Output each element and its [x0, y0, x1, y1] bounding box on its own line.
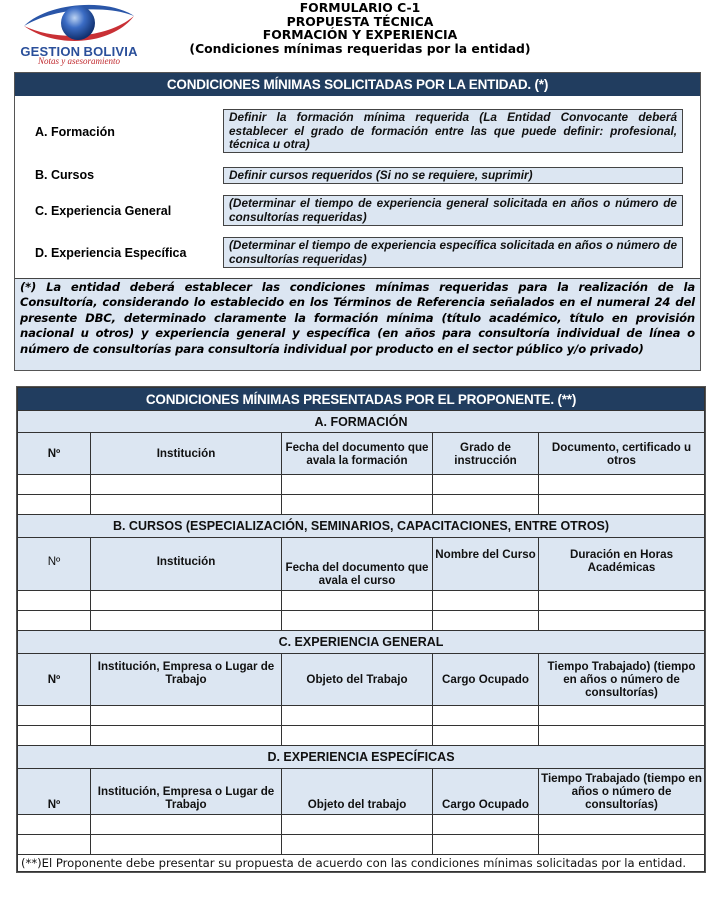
conditions-requested-box — [14, 72, 701, 371]
requested-field-formacion[interactable]: Definir la formación mínima requerida (La Entidad Convocante deberá establecer el grado de formación entre las que puede definir: profesional, técnica u otra) — [223, 109, 683, 153]
table-cell[interactable] — [539, 495, 705, 515]
conditions-presented-title: CONDICIONES MÍNIMAS PRESENTADAS POR EL PROPONENTE. (**) — [18, 388, 705, 411]
table-cell[interactable] — [18, 611, 91, 631]
table-cell[interactable] — [18, 591, 91, 611]
requested-label: A. Formación — [35, 125, 115, 139]
table-cell[interactable] — [539, 726, 705, 746]
column-header: Objeto del Trabajo — [282, 654, 433, 706]
column-header: Institución — [91, 433, 282, 475]
table-cell[interactable] — [91, 475, 282, 495]
table-cell[interactable] — [539, 815, 705, 835]
eye-icon — [18, 0, 140, 46]
column-header: Tiempo Trabajado (tiempo en años o número de consultorías) — [539, 769, 705, 815]
column-header: Nº — [18, 769, 91, 815]
column-header: Nº — [18, 433, 91, 475]
form-description: (Condiciones mínimas requeridas por la entidad) — [189, 40, 531, 56]
conditions-presented-table-wrapper — [16, 386, 706, 873]
column-header: Cargo Ocupado — [433, 769, 539, 815]
table-cell[interactable] — [282, 815, 433, 835]
column-header: Cargo Ocupado — [433, 654, 539, 706]
column-header-row — [18, 433, 705, 475]
table-cell[interactable] — [18, 475, 91, 495]
table-row — [18, 611, 705, 631]
column-header: Nº — [18, 654, 91, 706]
table-cell[interactable] — [18, 726, 91, 746]
table-cell[interactable] — [91, 591, 282, 611]
table-cell[interactable] — [18, 495, 91, 515]
conditions-requested-title: CONDICIONES MÍNIMAS SOLICITADAS POR LA ENTIDAD. (*) — [15, 73, 700, 96]
table-cell[interactable] — [282, 475, 433, 495]
requested-field-cursos[interactable]: Definir cursos requeridos (Si no se requiere, suprimir) — [223, 167, 683, 184]
table-cell[interactable] — [433, 611, 539, 631]
table-cell[interactable] — [539, 475, 705, 495]
table-cell[interactable] — [91, 495, 282, 515]
requested-label: D. Experiencia Específica — [35, 246, 187, 260]
table-cell[interactable] — [282, 495, 433, 515]
column-header: Institución, Empresa o Lugar de Trabajo — [91, 654, 282, 706]
column-header: Duración en Horas Académicas — [539, 538, 705, 591]
section-title-cursos: B. CURSOS (ESPECIALIZACIÓN, SEMINARIOS, CAPACITACIONES, ENTRE OTROS) — [18, 515, 705, 538]
column-header-row — [18, 769, 705, 815]
form-subtitle: PROPUESTA TÉCNICA — [286, 13, 434, 29]
gestion-bolivia-logo — [18, 0, 140, 66]
form-title-block — [150, 1, 570, 55]
table-cell[interactable] — [539, 611, 705, 631]
requested-field-experiencia-general[interactable]: (Determinar el tiempo de experiencia general solicitada en años o número de consultorías requeridas) — [223, 195, 683, 226]
table-row — [18, 835, 705, 855]
table-cell[interactable] — [433, 815, 539, 835]
table-cell[interactable] — [18, 815, 91, 835]
column-header-row — [18, 654, 705, 706]
table-cell[interactable] — [433, 726, 539, 746]
column-header: Fecha del documento que avala el curso — [282, 538, 433, 591]
logo-tagline: Notas y asesoramiento — [38, 56, 120, 66]
column-header: Nombre del Curso — [433, 538, 539, 591]
column-header: Institución — [91, 538, 282, 591]
table-cell[interactable] — [539, 835, 705, 855]
table-cell[interactable] — [433, 495, 539, 515]
table-cell[interactable] — [539, 706, 705, 726]
column-header: Fecha del documento que avala la formación — [282, 433, 433, 475]
table-row — [18, 726, 705, 746]
logo-name-first: GESTION — [20, 44, 81, 59]
column-header: Documento, certificado u otros — [539, 433, 705, 475]
presented-footnote: (**)El Proponente debe presentar su propuesta de acuerdo con las condiciones mínimas solicitadas por la entidad. — [18, 855, 705, 872]
table-cell[interactable] — [18, 706, 91, 726]
logo-name-second: BOLIVIA — [83, 44, 138, 59]
table-cell[interactable] — [433, 835, 539, 855]
table-cell[interactable] — [433, 475, 539, 495]
table-cell[interactable] — [91, 835, 282, 855]
table-cell[interactable] — [282, 611, 433, 631]
table-row — [18, 815, 705, 835]
conditions-presented-table — [17, 387, 705, 872]
table-cell[interactable] — [91, 611, 282, 631]
requested-footnote: (*) La entidad deberá establecer las condiciones mínimas requeridas para la realización de la Consultoría, considerando lo establecido en los Términos de Referencia señalados en el numeral 24 del presente DBC, determinado claramente la formación mínima (título académico, título en provisión nacional u otros) y experiencia general y específica (en años para consultoría individual de línea o número de consultorías para consultoría individual por producto en el sector público y/o privado) — [15, 278, 700, 370]
table-cell[interactable] — [18, 835, 91, 855]
form-title: FORMULARIO C-1 — [299, 0, 421, 15]
table-row — [18, 591, 705, 611]
column-header: Institución, Empresa o Lugar de Trabajo — [91, 769, 282, 815]
column-header: Objeto del trabajo — [282, 769, 433, 815]
table-cell[interactable] — [539, 591, 705, 611]
table-row — [18, 495, 705, 515]
table-cell[interactable] — [282, 591, 433, 611]
table-cell[interactable] — [91, 815, 282, 835]
column-header: Grado de instrucción — [433, 433, 539, 475]
table-row — [18, 475, 705, 495]
section-title-experiencia-especifica: D. EXPERIENCIA ESPECÍFICAS — [18, 746, 705, 769]
table-cell[interactable] — [433, 706, 539, 726]
form-section-title: FORMACIÓN Y EXPERIENCIA — [262, 27, 458, 43]
requested-field-experiencia-especifica[interactable]: (Determinar el tiempo de experiencia específica solicitada en años o número de consultorías requeridas) — [223, 237, 683, 268]
column-header: Nº — [18, 538, 91, 591]
table-cell[interactable] — [91, 706, 282, 726]
section-title-formacion: A. FORMACIÓN — [18, 411, 705, 433]
table-cell[interactable] — [91, 726, 282, 746]
column-header-row — [18, 538, 705, 591]
table-row — [18, 706, 705, 726]
requested-label: C. Experiencia General — [35, 204, 172, 218]
column-header: Tiempo Trabajado) (tiempo en años o número de consultorías) — [539, 654, 705, 706]
table-cell[interactable] — [282, 726, 433, 746]
table-cell[interactable] — [433, 591, 539, 611]
requested-label: B. Cursos — [35, 168, 95, 182]
table-cell[interactable] — [282, 706, 433, 726]
table-cell[interactable] — [282, 835, 433, 855]
section-title-experiencia-general: C. EXPERIENCIA GENERAL — [18, 631, 705, 654]
